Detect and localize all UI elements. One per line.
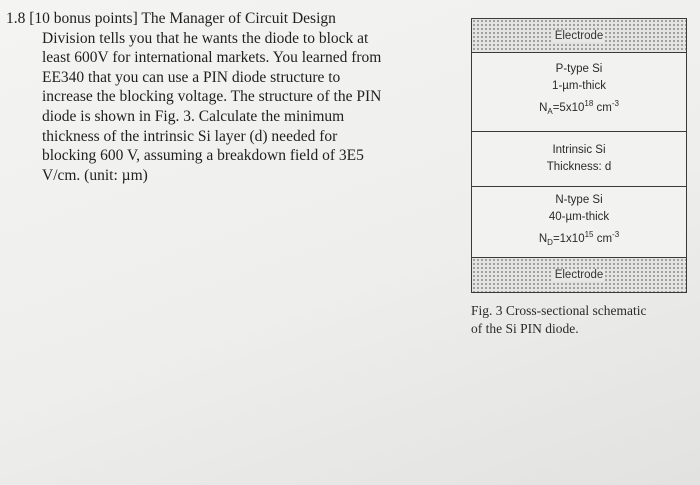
question-line-6: diode is shown in Fig. 3. Calculate the minimum — [42, 107, 345, 125]
top-electrode-label: Electrode — [554, 30, 604, 42]
caption-line-1: Fig. 3 Cross-sectional schematic — [471, 303, 647, 318]
p-type-layer — [472, 53, 686, 132]
bottom-electrode — [472, 258, 686, 292]
question-line-1: 1.8 [10 bonus points] The Manager of Circuit Design — [6, 10, 336, 27]
question-line-2: Division tells you that he wants the diode to block at — [42, 29, 369, 47]
bottom-electrode-label: Electrode — [554, 269, 604, 281]
question-line-7: thickness of the intrinsic Si layer (d) needed for — [42, 127, 338, 145]
figure-caption — [471, 302, 696, 338]
i-layer-thickness: Thickness: d — [546, 161, 612, 173]
intrinsic-layer — [472, 132, 686, 187]
question-line-8: blocking 600 V, assuming a breakdown field of 3E5 — [42, 147, 364, 165]
question-line-3: least 600V for international markets. You learned from — [42, 49, 382, 67]
question-line-4: EE340 that you can use a PIN diode structure to — [42, 68, 341, 86]
caption-line-2: of the Si PIN diode. — [471, 321, 579, 336]
n-layer-thickness: 40-µm-thick — [548, 211, 610, 223]
p-layer-doping: $N_A=5x10^{18}$ $cm^{-3}$ — [539, 99, 619, 117]
top-electrode — [472, 19, 686, 53]
question-line-5: increase the blocking voltage. The structure of the PIN — [42, 88, 382, 106]
pin-diode-schematic — [471, 18, 687, 293]
p-layer-material: P-type Si — [555, 63, 603, 75]
n-type-layer — [472, 187, 686, 258]
n-layer-doping: $N_D=1x10^{15}$ $cm^{-3}$ — [538, 230, 620, 248]
n-layer-material: N-type Si — [555, 194, 603, 206]
question-text — [6, 9, 458, 185]
p-layer-thickness: 1-µm-thick — [552, 80, 606, 92]
question-line-9: V/cm. (unit: µm) — [42, 166, 148, 184]
i-layer-material: Intrinsic Si — [552, 144, 606, 156]
